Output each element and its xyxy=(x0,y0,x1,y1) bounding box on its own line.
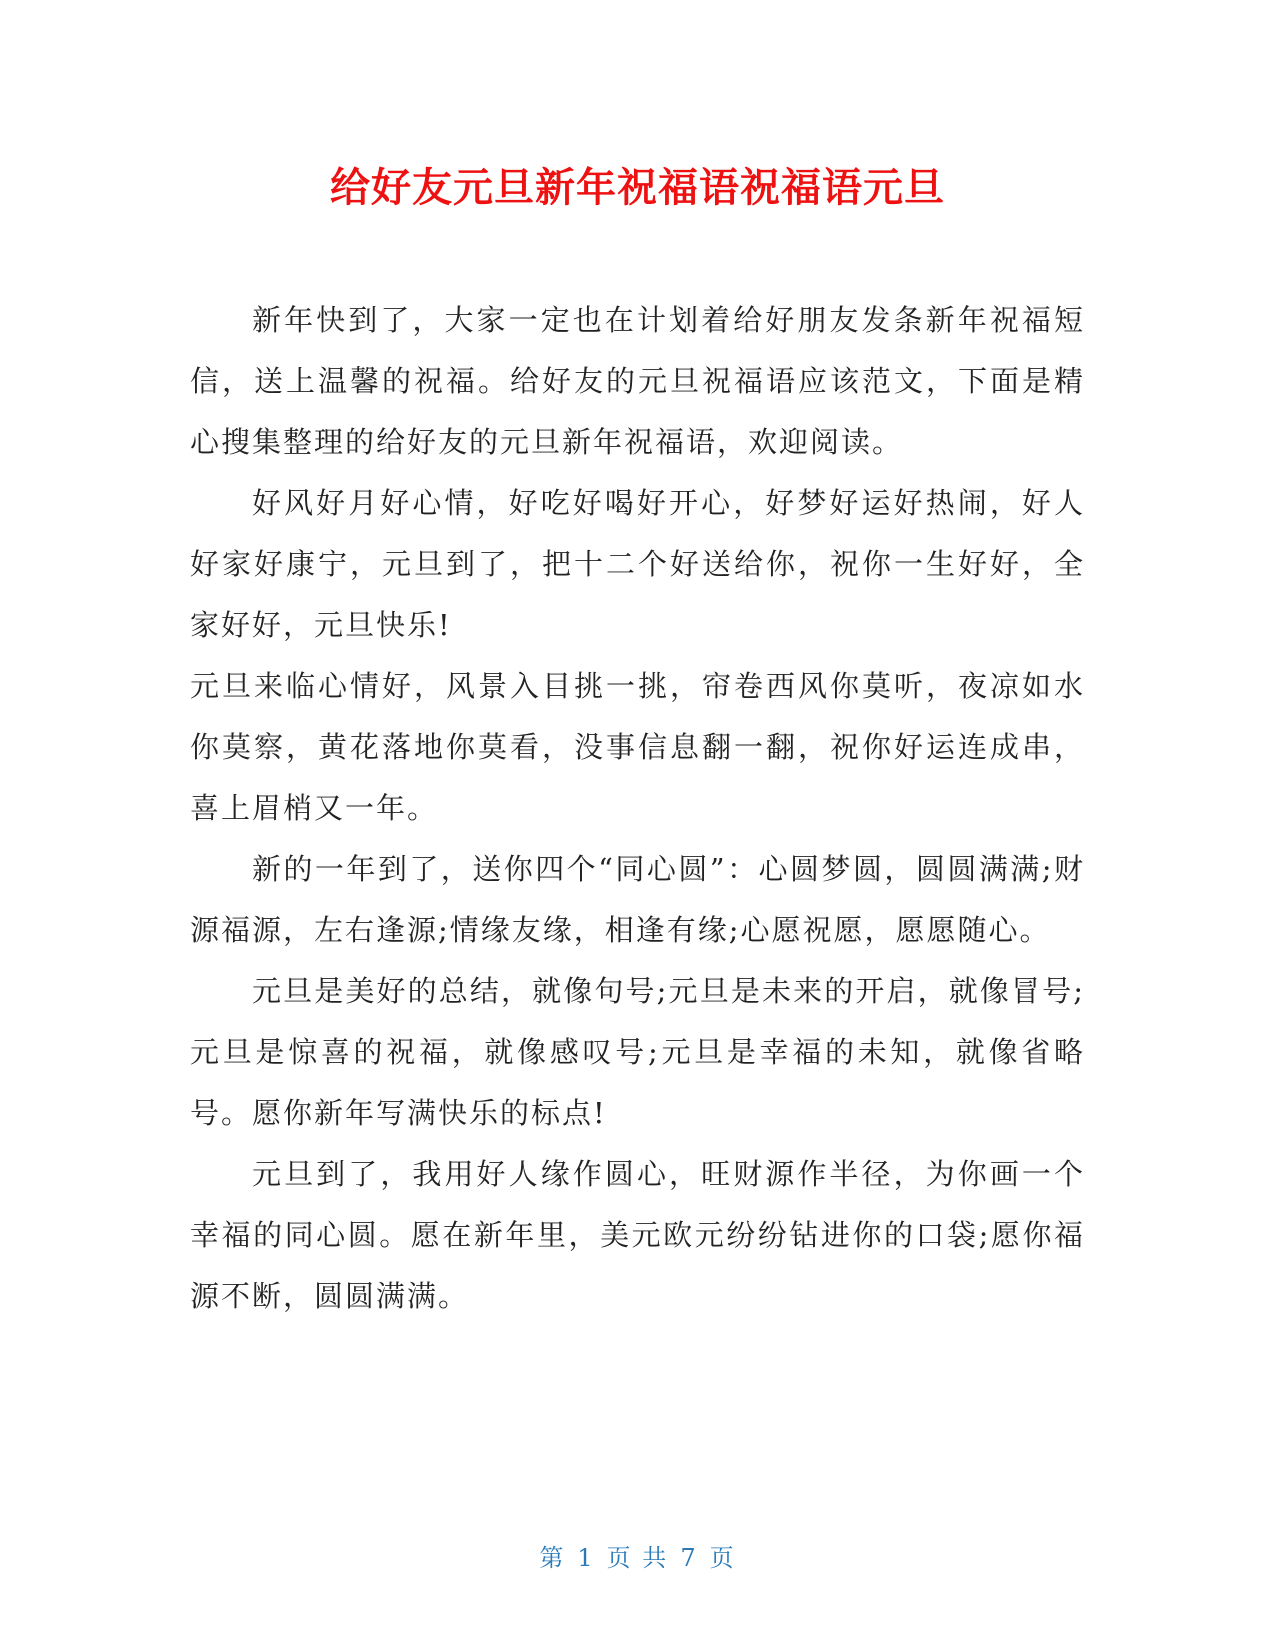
paragraph-blessing-5: 元旦到了，我用好人缘作圆心，旺财源作半径，为你画一个幸福的同心圆。愿在新年里，美元欧元纷纷钻进你的口袋;愿你福源不断，圆圆满满。 xyxy=(190,1157,1085,1313)
page-footer xyxy=(0,1542,1275,1574)
paragraph-blessing-2: 元旦来临心情好，风景入目挑一挑，帘卷西风你莫听，夜凉如水你莫察，黄花落地你莫看，没事信息翻一翻，祝你好运连成串，喜上眉梢又一年。 xyxy=(190,669,1085,825)
paragraph-blessing-1: 好风好月好心情，好吃好喝好开心，好梦好运好热闹，好人好家好康宁，元旦到了，把十二个好送给你，祝你一生好好，全家好好，元旦快乐! xyxy=(190,486,1085,642)
document-title: 给好友元旦新年祝福语祝福语元旦 xyxy=(330,165,945,211)
paragraph-intro: 新年快到了，大家一定也在计划着给好朋友发条新年祝福短信，送上温馨的祝福。给好友的元旦祝福语应该范文，下面是精心搜集整理的给好友的元旦新年祝福语，欢迎阅读。 xyxy=(190,303,1085,459)
document-body xyxy=(190,290,1085,1327)
footer-prefix: 第 xyxy=(539,1544,566,1572)
footer-suffix: 页 xyxy=(709,1544,736,1572)
footer-middle: 页 共 xyxy=(606,1544,669,1572)
paragraph-blessing-3: 新的一年到了，送你四个“同心圆”：心圆梦圆，圆圆满满;财源福源，左右逢源;情缘友缘，相逢有缘;心愿祝愿，愿愿随心。 xyxy=(190,852,1085,947)
footer-total-pages: 7 xyxy=(680,1544,698,1572)
footer-current-page: 1 xyxy=(577,1544,595,1572)
paragraph-blessing-4: 元旦是美好的总结，就像句号;元旦是未来的开启，就像冒号;元旦是惊喜的祝福，就像感叹号;元旦是幸福的未知，就像省略号。愿你新年写满快乐的标点! xyxy=(190,974,1085,1130)
